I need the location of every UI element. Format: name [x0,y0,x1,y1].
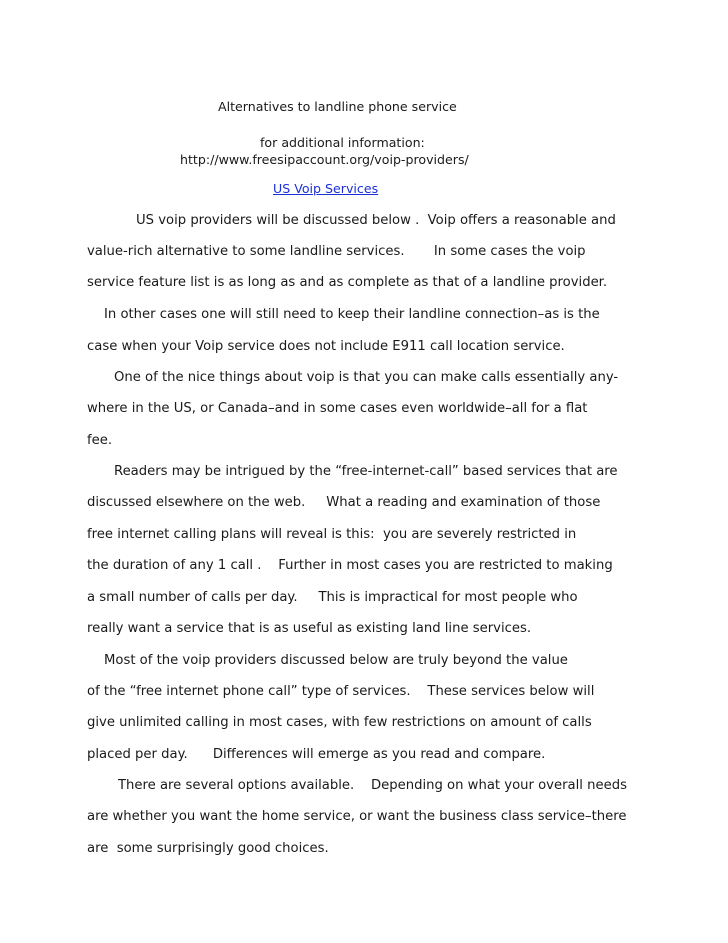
body-line: placed per day. Differences will emerge as you read and compare. [87,747,546,762]
body-line: In other cases one will still need to keep their landline connection–as is the [104,307,600,322]
body-line: There are several options available. Depending on what your overall needs [118,778,627,793]
body-line: discussed elsewhere on the web. What a reading and examination of those [87,495,601,510]
document-title: Alternatives to landline phone service [218,99,457,114]
body-line: of the “free internet phone call” type of services. These services below will [87,684,595,699]
body-line: are some surprisingly good choices. [87,841,329,856]
body-line: service feature list is as long as and as complete as that of a landline provider. [87,275,608,290]
body-line: free internet calling plans will reveal is this: you are severely restricted in [87,527,577,542]
info-url: http://www.freesipaccount.org/voip-providers/ [180,152,469,167]
body-line: give unlimited calling in most cases, with few restrictions on amount of calls [87,715,592,730]
body-line: US voip providers will be discussed below . Voip offers a reasonable and [136,213,616,228]
body-line: Readers may be intrigued by the “free-internet-call” based services that are [114,464,618,479]
info-label: for additional information: [260,135,425,150]
body-line: the duration of any 1 call . Further in most cases you are restricted to making [87,558,613,573]
body-line: value-rich alternative to some landline services. In some cases the voip [87,244,586,259]
us-voip-services-link[interactable]: US Voip Services [273,181,379,196]
body-line: One of the nice things about voip is that you can make calls essentially any- [114,370,619,385]
body-line: Most of the voip providers discussed below are truly beyond the value [104,653,568,668]
body-line: fee. [87,433,113,448]
body-line: are whether you want the home service, or want the business class service–there [87,809,627,824]
body-line: where in the US, or Canada–and in some cases even worldwide–all for a flat [87,401,588,416]
body-line: really want a service that is as useful as existing land line services. [87,621,532,636]
body-line: case when your Voip service does not include E911 call location service. [87,339,565,354]
body-line: a small number of calls per day. This is impractical for most people who [87,590,578,605]
